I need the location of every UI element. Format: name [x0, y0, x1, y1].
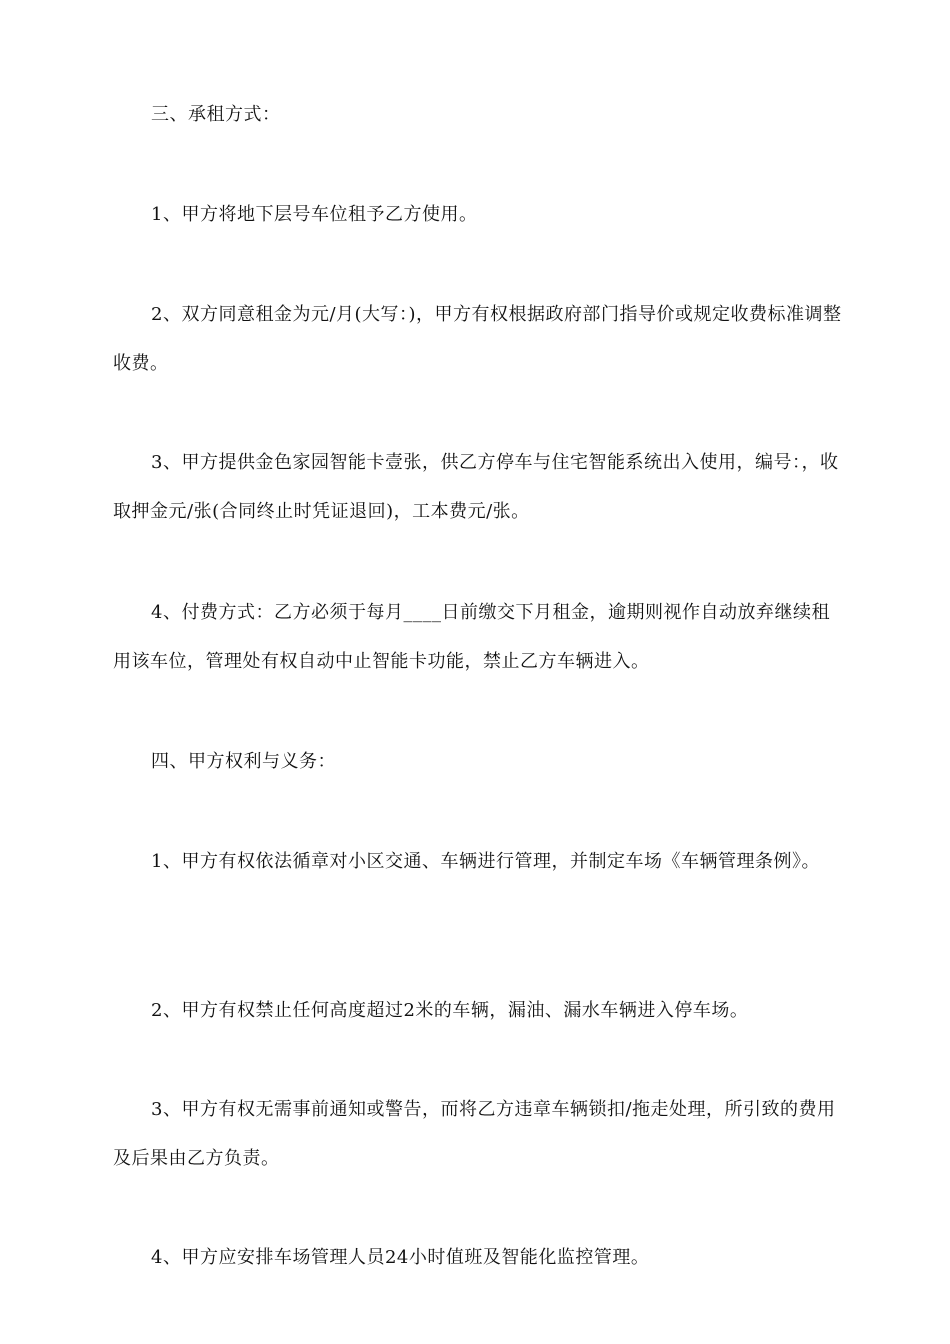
clause-paragraph: 2、双方同意租金为元/月(大写：)，甲方有权根据政府部门指导价或规定收费标准调整收费。 [113, 304, 842, 374]
clause-paragraph: 3、甲方有权无需事前通知或警告，而将乙方违章车辆锁扣/拖走处理，所引致的费用及后果由乙方负责。 [113, 1099, 836, 1169]
clause-paragraph: 1、甲方将地下层号车位租予乙方使用。 [151, 204, 478, 225]
section-heading-party-a-rights: 四、甲方权利与义务： [151, 751, 336, 772]
clause-paragraph: 4、付费方式：乙方必须于每月____日前缴交下月租金，逾期则视作自动放弃继续租用该车位，管理处有权自动中止智能卡功能，禁止乙方车辆进入。 [113, 602, 830, 672]
clause-paragraph: 2、甲方有权禁止任何高度超过2米的车辆，漏油、漏水车辆进入停车场。 [151, 1000, 749, 1021]
clause-paragraph: 4、甲方应安排车场管理人员24小时值班及智能化监控管理。 [151, 1247, 650, 1268]
clause-paragraph: 3、甲方提供金色家园智能卡壹张，供乙方停车与住宅智能系统出入使用，编号：，收取押金元/张(合同终止时凭证退回)，工本费元/张。 [113, 452, 839, 522]
section-heading-lease-method: 三、承租方式： [151, 104, 281, 125]
clause-paragraph: 1、甲方有权依法循章对小区交通、车辆进行管理，并制定车场《车辆管理条例》。 [151, 851, 820, 872]
